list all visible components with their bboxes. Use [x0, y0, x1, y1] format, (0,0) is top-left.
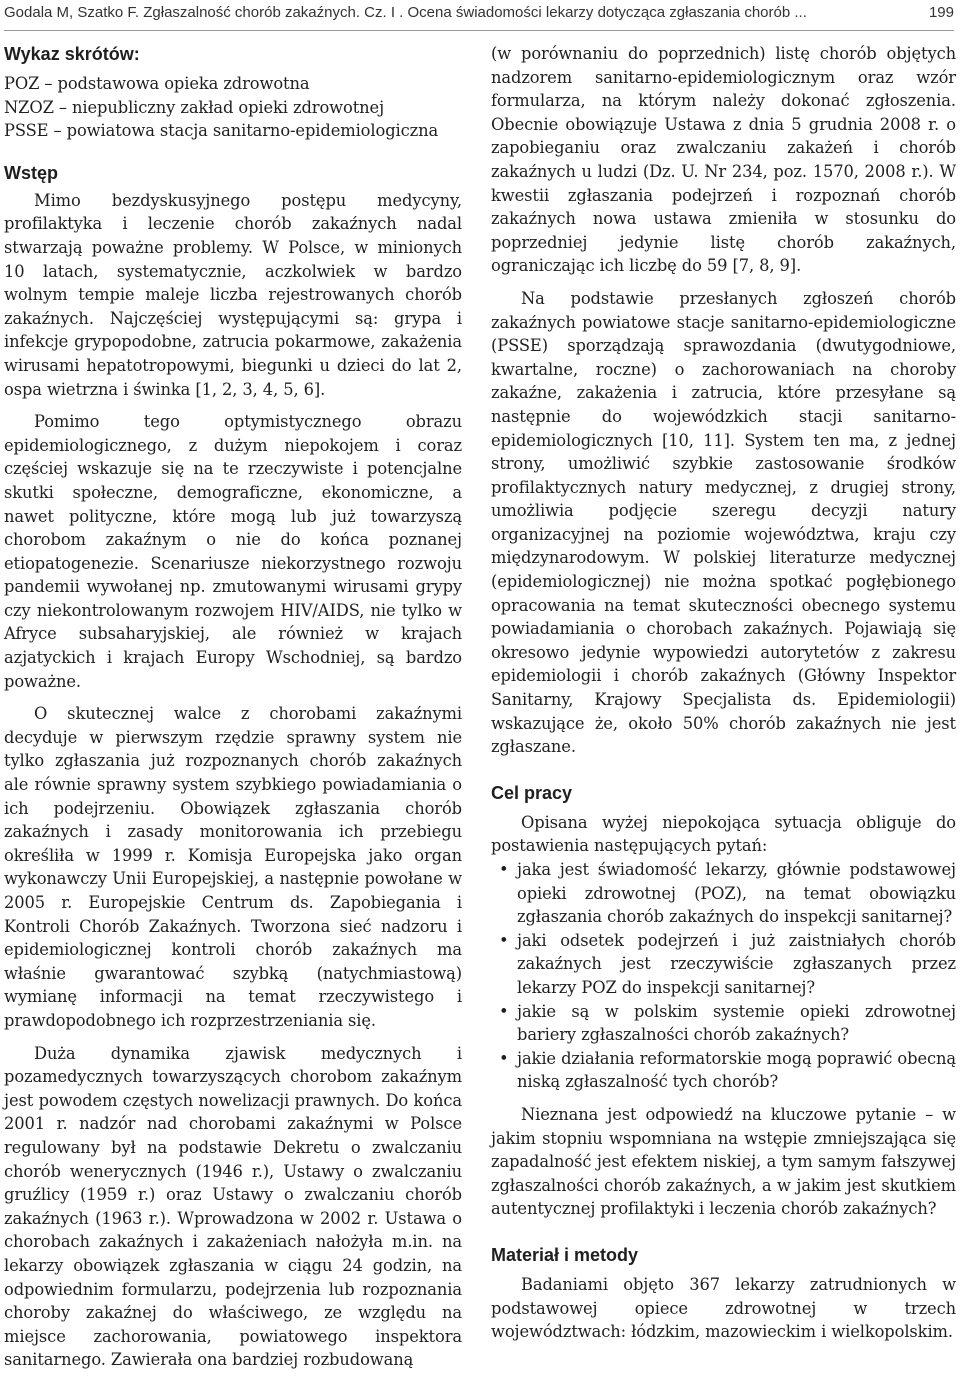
intro-paragraph-1: Mimo bezdyskusyjnego postępu medycyny, profilaktyka i leczenie chorób zakaźnych nadal stwarzają poważne problemy. W Polsce, w minionych 10 latach, systematycznie, aczkolwiek w bardzo wolnym tempie maleje liczba rejestrowanych chorób zakaźnych. Najczęściej występującymi są: grypa i infekcje grypopodobne, zatrucia pokarmowe, zakażenia wirusami hepatotropowymi, biegunki u dzieci do lat 2, ospa wietrzna i świnka [1, 2, 3, 4, 5, 6]. [4, 190, 462, 399]
methods-heading: Materiał i metody [491, 1244, 639, 1265]
bullet-icon: • [499, 930, 509, 950]
running-title: Godala M, Szatko F. Zgłaszalność chorób zakaźnych. Cz. I . Ocena świadomości lekarzy dotycząca zgłaszania chorób ... [4, 4, 807, 21]
intro-paragraph-2: Pomimo tego optymistycznego obrazu epidemiologicznego, z dużym niepokojem i coraz częściej wskazuje się na te rzeczywiste i potencjalne skutki społeczne, demograficzne, ekonomiczne, a nawet polityczne, które mogą lub już towarzyszą chorobom zakaźnym o nie do końca poznanej etiopatogenezie. Scenariusze niekorzystnego rozwoju pandemii wywołanej np. zmutowanymi wirusami grypy czy niekontrolowanym rozwojem HIV/AIDS, nie tylko w Afryce subsaharyjskiej, ale również w krajach azjatyckich i krajach Europy Wschodniej, są bardzo poważne. [4, 412, 462, 691]
list-item [499, 1047, 956, 1094]
question-text: jakie działania reformatorskie mogą poprawić obecną niską zgłaszalność tych chorób? [517, 1048, 956, 1092]
intro-paragraph-3: O skutecznej walce z chorobami zakaźnymi decyduje w pierwszym rzędzie sprawny system nie tylko zgłaszania już rozpoznanych chorób zakaźnych ale równie sprawny system szybkiego powiadamiania o ich podejrzeniu. Obowiązek zgłaszania chorób zakaźnych i zasady monitorowania ich przebiegu określiła w 1999 r. Komisja Europejska jako organ wykonawczy Unii Europejskiej, a następnie powołane w 2005 r. Europejskie Centrum ds. Zapobiegania i Kontroli Chorób Zakaźnych. Tworzona sieć nadzoru i epidemiologicznej kontroli chorób zakaźnych ma właśnie gwarantować szybką (natychmiastową) wymianę informacji na temat rzeczywistego i prawdopodobnego ich rozprzestrzeniania się. [4, 704, 462, 1030]
left-column [4, 42, 462, 1372]
methods-paragraph: Badaniami objęto 367 lekarzy zatrudnionych w podstawowej opiece zdrowotnej w trzech województwach: łódzkim, mazowieckim i wielkopolskim. [491, 1274, 956, 1342]
bullet-icon: • [499, 1048, 509, 1068]
question-text: jaka jest świadomość lekarzy, głównie podstawowej opieki zdrowotnej (POZ), na temat obowiązku zgłaszania chorób zakaźnych do inspekcji sanitarnej? [517, 860, 956, 927]
list-item [499, 929, 956, 1000]
list-item [499, 1000, 956, 1047]
research-questions-list [491, 858, 956, 1094]
abbreviations-heading: Wykaz skrótów: [4, 44, 140, 64]
bullet-icon: • [499, 1001, 509, 1021]
right-column [491, 42, 956, 1344]
running-head [4, 0, 954, 31]
intro-paragraph-4: Duża dynamika zjawisk medycznych i pozamedycznych towarzyszących chorobom zakaźnym jest powodem częstych nowelizacji prawnych. Do końca 2001 r. nadzór nad chorobami zakaźnymi w Polsce regulowany był na podstawie Dekretu o zwalczaniu chorób wenerycznych (1946 r.), Ustawy o zwalczaniu gruźlicy (1959 r.) oraz Ustawy o zwalczaniu chorób zakaźnych (1963 r.). Wprowadzona w 2002 r. Ustawa o chorobach zakaźnych i zakażeniach nałożyła m.in. na lekarzy obowiązek zgłaszania w ciągu 24 godzin, na odpowiednim formularzu, podejrzenia lub rozpoznania choroby zakaźnej do właściwego, ze względu na miejsce zachorowania, powiatowego inspektora sanitarnego. Zawierała ona bardziej rozbudowaną [4, 1043, 462, 1370]
aim-heading: Cel pracy [491, 782, 573, 803]
page-number: 199 [928, 4, 954, 21]
intro-paragraph-continued: (w porównaniu do poprzednich) listę chorób objętych nadzorem sanitarno-epidemiologicznym oraz wzór formularza, na którym należy dokonać zgłoszenia. Obecnie obowiązuje Ustawa z dnia 5 grudnia 2008 r. o zapobieganiu oraz zwalczaniu zakażeń i chorób zakaźnych u ludzi (Dz. U. Nr 234, poz. 1570, 2008 r.). W kwestii zgłaszania podejrzeń i rozpoznań chorób zakaźnych nowa ustawa zmieniła w stosunku do poprzedniej jedynie listę chorób zakaźnych, ograniczając ich liczbę do 59 [7, 8, 9]. [491, 44, 956, 276]
abbreviation-poz: POZ – podstawowa opieka zdrowotna [4, 74, 310, 93]
bullet-icon: • [499, 860, 509, 879]
list-item [499, 858, 956, 929]
aim-intro: Opisana wyżej niepokojąca sytuacja obliguje do postawienia następujących pytań: [491, 812, 956, 856]
question-text: jakie są w polskim systemie opieki zdrowotnej bariery zgłaszalności chorób zakaźnych? [517, 1001, 956, 1045]
abbreviation-nzoz: NZOZ – niepubliczny zakład opieki zdrowotnej [4, 97, 385, 117]
intro-paragraph-5: Na podstawie przesłanych zgłoszeń chorób zakaźnych powiatowe stacje sanitarno-epidemiologiczne (PSSE) sporządzają sprawozdania (dwutygodniowe, kwartalne, roczne) o zachorowaniach na choroby zakaźne, zakażenia i zatrucia, które przesyłane są następnie do wojewódzkich stacji sanitarno-epidemiologicznych [10, 11]. System ten ma, z jednej strony, umożliwić szybkie zastosowanie środków profilaktycznych natury medycznej, z drugiej strony, umożliwia podjęcie szeregu decyzji natury organizacyjnej na poziomie województwa, kraju czy międzynarodowym. W polskiej literaturze medycznej (epidemiologicznej) nie można spotkać pogłębionego opracowania na temat skuteczności obecnego systemu powiadamiania o chorobach zakaźnych. Pojawiają się okresowo jedynie wypowiedzi autorytetów z zakresu epidemiologii i chorób zakaźnych (Główny Inspektor Sanitarny, Krajowy Specjalista ds. Epidemiologii) wskazujące że, około 50% chorób zakaźnych nie jest zgłaszane. [491, 288, 956, 757]
abbreviation-psse: PSSE – powiatowa stacja sanitarno-epidemiologiczna [4, 121, 439, 141]
aim-conclusion: Nieznana jest odpowiedź na kluczowe pytanie – w jakim stopniu wspomniana na wstępie zmniejszająca się zapadalność jest efektem niskiej, a tym samym fałszywej zgłaszalności chorób zakaźnych, a w jakim jest skutkiem autentycznej profilaktyki i leczenia chorób zakaźnych? [491, 1104, 956, 1219]
introduction-heading: Wstęp [4, 162, 58, 183]
question-text: jaki odsetek podejrzeń i już zaistniałych chorób zakaźnych jest rzeczywiście zgłaszanych przez lekarzy POZ do inspekcji sanitarnej? [517, 930, 956, 997]
